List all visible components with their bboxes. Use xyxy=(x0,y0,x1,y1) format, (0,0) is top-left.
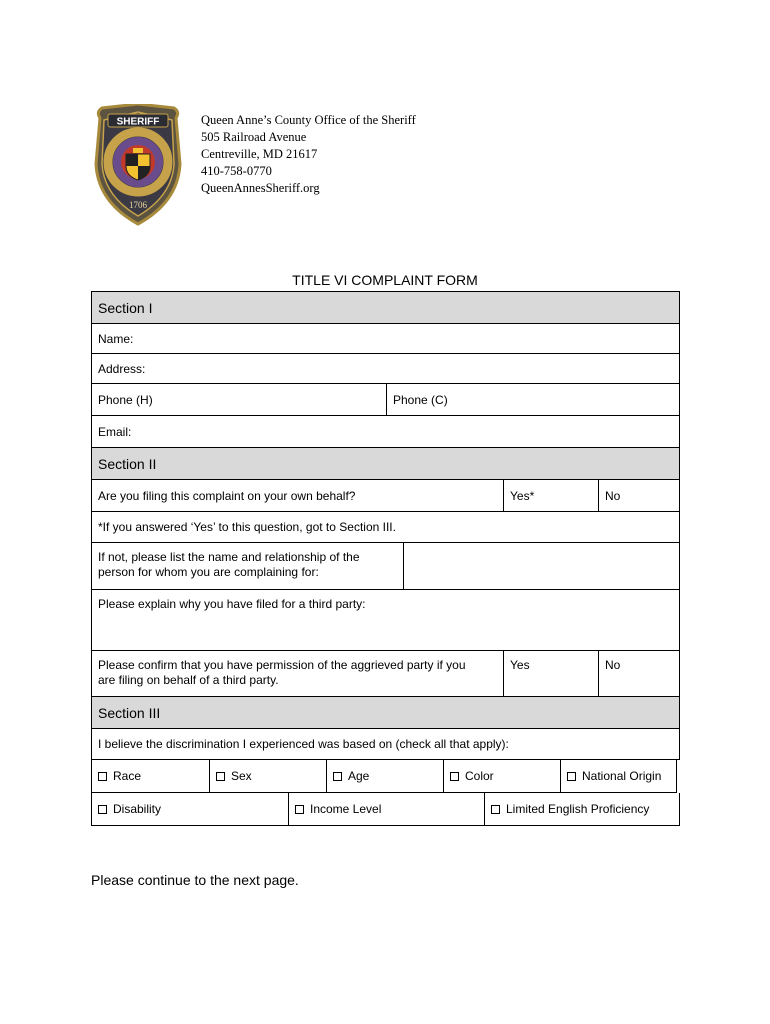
own-behalf-no-option[interactable]: No xyxy=(605,488,621,503)
option-color[interactable] xyxy=(444,760,561,792)
permission-confirm-label xyxy=(92,651,504,696)
phone-home-field[interactable]: Phone (H) xyxy=(92,384,387,415)
national-origin-checkbox[interactable] xyxy=(567,772,576,781)
basis-statement-text: I believe the discrimination I experienced was based on (check all that apply): xyxy=(98,737,509,751)
third-party-explain-row[interactable] xyxy=(91,590,680,651)
sheriff-badge-logo xyxy=(92,104,184,226)
section-2-title: Section II xyxy=(92,448,679,479)
yes-note-text: *If you answered ‘Yes’ to this question, got to Section III. xyxy=(98,520,396,534)
option-national-origin[interactable] xyxy=(561,760,676,792)
option-limited-english-label: Limited English Proficiency xyxy=(506,802,650,816)
option-color-label: Color xyxy=(465,769,494,783)
option-income-level[interactable] xyxy=(289,793,485,825)
option-income-level-label: Income Level xyxy=(310,802,382,816)
own-behalf-row xyxy=(91,480,680,512)
badge-year: 1706 xyxy=(129,200,147,210)
color-checkbox[interactable] xyxy=(450,772,459,781)
third-party-explain-label: Please explain why you have filed for a third party: xyxy=(98,597,366,611)
third-party-name-line-2: person for whom you are complaining for: xyxy=(98,565,319,579)
disability-checkbox[interactable] xyxy=(98,805,107,814)
permission-confirm-line-2: are filing on behalf of a third party. xyxy=(98,673,279,687)
third-party-name-row xyxy=(91,543,680,590)
email-field-label: Email: xyxy=(98,424,132,439)
option-disability-label: Disability xyxy=(113,802,162,816)
address-field-label: Address: xyxy=(98,361,146,376)
own-behalf-yes-option[interactable]: Yes* xyxy=(504,480,599,511)
section-1-title: Section I xyxy=(92,292,679,323)
option-sex-label: Sex xyxy=(231,769,252,783)
org-name: Queen Anne’s County Office of the Sheriff xyxy=(201,113,416,127)
phone-cell-field[interactable]: Phone (C) xyxy=(393,392,448,407)
section-3-title: Section III xyxy=(92,697,679,728)
limited-english-checkbox[interactable] xyxy=(491,805,500,814)
basis-options-row-2 xyxy=(91,793,680,826)
yes-note-row xyxy=(91,512,680,543)
phone-row xyxy=(91,384,680,416)
org-website[interactable]: QueenAnnesSheriff.org xyxy=(201,181,320,195)
form-title: TITLE VI COMPLAINT FORM xyxy=(292,272,478,288)
permission-confirm-row xyxy=(91,651,680,697)
section-1-header xyxy=(91,291,680,324)
permission-no-option[interactable]: No xyxy=(605,658,621,672)
name-row[interactable] xyxy=(91,324,680,354)
complaint-form xyxy=(91,291,680,826)
option-sex[interactable] xyxy=(210,760,327,792)
age-checkbox[interactable] xyxy=(333,772,342,781)
section-3-header xyxy=(91,697,680,729)
option-age[interactable] xyxy=(327,760,444,792)
race-checkbox[interactable] xyxy=(98,772,107,781)
address-row[interactable] xyxy=(91,354,680,384)
own-behalf-question: Are you filing this complaint on your own behalf? xyxy=(92,480,504,511)
income-level-checkbox[interactable] xyxy=(295,805,304,814)
permission-confirm-line-1: Please confirm that you have permission of the aggrieved party if you xyxy=(98,658,466,672)
option-age-label: Age xyxy=(348,769,370,783)
continue-note: Please continue to the next page. xyxy=(91,872,299,888)
permission-yes-option[interactable]: Yes xyxy=(504,651,599,696)
basis-statement-row xyxy=(91,729,680,760)
email-row[interactable] xyxy=(91,416,680,448)
third-party-name-line-1: If not, please list the name and relationship of the xyxy=(98,550,360,564)
option-disability[interactable] xyxy=(92,793,289,825)
org-street: 505 Railroad Avenue xyxy=(201,130,307,144)
name-field-label: Name: xyxy=(98,331,134,346)
third-party-name-label xyxy=(92,543,404,589)
sex-checkbox[interactable] xyxy=(216,772,225,781)
third-party-name-field[interactable] xyxy=(404,543,679,589)
org-phone: 410-758-0770 xyxy=(201,164,272,178)
option-limited-english[interactable] xyxy=(485,793,679,825)
basis-options-row-1 xyxy=(91,760,677,793)
option-national-origin-label: National Origin xyxy=(582,769,662,783)
option-race-label: Race xyxy=(113,769,142,783)
section-2-header xyxy=(91,448,680,480)
org-city: Centreville, MD 21617 xyxy=(201,147,318,161)
option-race[interactable] xyxy=(92,760,210,792)
org-address-block xyxy=(201,112,416,197)
badge-top-text: SHERIFF xyxy=(116,116,160,128)
